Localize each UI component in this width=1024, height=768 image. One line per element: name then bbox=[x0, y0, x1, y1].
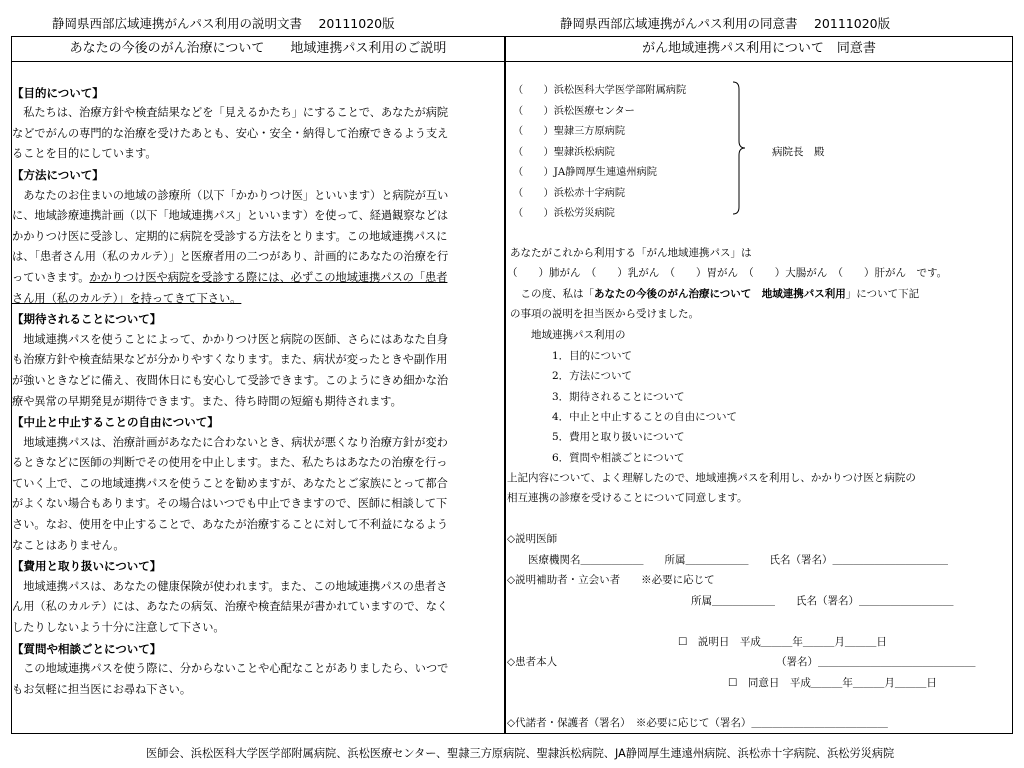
consent-date[interactable]: ☐ 同意日 平成＿＿＿年＿＿＿月＿＿＿日 bbox=[728, 677, 937, 689]
body-line: ることを目的にしています。 bbox=[12, 147, 157, 161]
body-line: この地域連携パスを使う際に、分からないことや心配なことがありましたら、いつで bbox=[12, 662, 449, 676]
consent-title: がん地域連携パス利用について 同意書 bbox=[506, 37, 1012, 62]
explanation-date[interactable]: ☐ 説明日 平成＿＿＿年＿＿＿月＿＿＿日 bbox=[678, 636, 887, 648]
consent-doc-header: 静岡県西部広域連携がんパス利用の同意書 20111020版 bbox=[560, 16, 891, 31]
body-line: ていく上で、この地域連携パスを使うことを勧めますが、あなたとご家族にとって都合 bbox=[12, 476, 448, 490]
body-line: ん用（私のカルテ）には、あなたの病気、治療や検査結果が書かれていますので、なく bbox=[12, 600, 449, 614]
agreement-text-2: 相互連携の診療を受けることについて同意します。 bbox=[507, 492, 748, 504]
consent-statement-title: あなたの今後のがん治療について 地域連携パス利用 bbox=[594, 288, 846, 300]
hospital-director-addressee: 病院長 殿 bbox=[772, 146, 825, 158]
patient-label: ◇患者本人 bbox=[507, 656, 558, 668]
body-line: 私たちは、治療方針や検査結果などを「見えるかたち」にすることで、あなたが病院 bbox=[12, 106, 449, 120]
explained-item: 4．中止と中止することの自由について bbox=[510, 410, 737, 423]
explained-item: 3．期待されることについて bbox=[510, 390, 685, 403]
body-line: に、地域診療連携計画（以下「地域連携パス」といいます）を使って、経過観察などは bbox=[12, 209, 449, 223]
explained-item: 6．質問や相談ごとについて bbox=[510, 451, 685, 464]
body-line: 地域連携パスは、あなたの健康保険が使われます。また、この地域連携パスの患者さ bbox=[12, 579, 448, 593]
assistant-signature-label: ◇説明補助者・立会い者 ※必要に応じて bbox=[507, 574, 715, 586]
explanation-title: あなたの今後のがん治療について 地域連携パス利用のご説明 bbox=[12, 37, 504, 62]
body-line-underlined: かかりつけ医や病院を受診する際には、必ずこの地域連携パスの「患者 bbox=[89, 270, 448, 284]
consent-statement-post: 」について下記 bbox=[845, 288, 920, 300]
body-line: るときなどに医師の判断でその使用を中止します。また、私たちはあなたの治療を行っ bbox=[12, 456, 448, 470]
section-heading: 【質問や相談ごとについて】 bbox=[12, 641, 162, 656]
doctor-signature-line[interactable]: 医療機関名＿＿＿＿＿＿ 所属＿＿＿＿＿＿ 氏名（署名）＿＿＿＿＿＿＿＿＿＿＿ bbox=[507, 554, 948, 566]
hospital-option[interactable]: （ ）浜松医科大学医学部附属病院 bbox=[513, 85, 687, 96]
hospital-option[interactable]: （ ）浜松労災病院 bbox=[513, 208, 615, 219]
section-heading: 【費用と取り扱いについて】 bbox=[12, 559, 162, 574]
body-line: もお気軽に担当医にお尋ね下さい。 bbox=[12, 682, 192, 696]
section-heading: 【期待されることについて】 bbox=[12, 312, 162, 327]
section-heading: 【目的について】 bbox=[12, 85, 104, 100]
body-line: さん用（私のカルテ）」を持ってきて下さい。 bbox=[12, 291, 242, 305]
body-line: も治療方針や検査結果などが分かりやすくなります。また、病状が変ったときや副作用 bbox=[12, 353, 448, 367]
agreement-text-1: 上記内容について、よく理解したので、地域連携パスを利用し、かかりつけ医と病院の bbox=[507, 472, 916, 484]
hospital-option[interactable]: （ ）聖隷浜松病院 bbox=[513, 146, 615, 158]
assistant-signature-line[interactable]: 所属＿＿＿＿＿＿ 氏名（署名）＿＿＿＿＿＿＿＿＿ bbox=[691, 595, 954, 607]
consent-statement bbox=[510, 286, 919, 301]
explanation-panel bbox=[11, 36, 505, 734]
section-heading: 【中止と中止することの自由について】 bbox=[12, 415, 219, 430]
hospital-option[interactable]: （ ）JA静岡厚生連遠州病院 bbox=[513, 167, 657, 178]
consent-panel bbox=[505, 36, 1013, 734]
body-line: が強いときなどに備え、夜間休日にも安心して受診できます。このようにきめ細かな治 bbox=[12, 373, 449, 387]
body-line: なことはありません。 bbox=[12, 538, 125, 552]
participating-institutions-footer: 医師会、浜松医科大学医学部附属病院、浜松医療センター、聖隷三方原病院、聖隷浜松病院、JA静岡厚生連遠州病院、浜松赤十字病院、浜松労災病院 bbox=[146, 747, 895, 760]
body-line: がよくない場合もあります。その場合はいつでも中止できますので、医師に相談して下 bbox=[12, 497, 448, 511]
body-line bbox=[12, 62, 504, 83]
consent-statement-pre: この度、私は「 bbox=[510, 288, 594, 300]
body-line bbox=[12, 268, 504, 289]
hospital-brace bbox=[732, 81, 746, 215]
items-title: 地域連携パス利用の bbox=[510, 329, 626, 341]
patient-signature[interactable]: （署名）＿＿＿＿＿＿＿＿＿＿＿＿＿＿＿ bbox=[776, 656, 976, 668]
body-line: 療や異常の早期発見が期待できます。また、待ち時間の短縮も期待されます。 bbox=[12, 394, 402, 408]
section-heading: 【方法について】 bbox=[12, 167, 104, 182]
body-line: あなたのお住まいの地域の診療所（以下「かかりつけ医」といいます）と病院が互い bbox=[12, 188, 449, 202]
proxy-signature-line[interactable]: ◇代諾者・保護者（署名） ※必要に応じて（署名）＿＿＿＿＿＿＿＿＿＿＿＿＿ bbox=[507, 717, 888, 729]
explanation-body bbox=[12, 62, 504, 700]
body-line: などでがんの専門的な治療を受けたあとも、安心・安全・納得して治療できるよう支え bbox=[12, 126, 449, 140]
explained-item: 2．方法について bbox=[510, 370, 632, 383]
body-line: かかりつけ医に受診し、定期的に病院を受診する方法をとります。この地域連携パスに bbox=[12, 229, 448, 243]
explained-item: 1．目的について bbox=[510, 350, 632, 362]
hospital-option[interactable]: （ ）浜松赤十字病院 bbox=[513, 187, 626, 199]
body-line: 地域連携パスを使うことによって、かかりつけ医と病院の医師、さらにはあなた自身 bbox=[12, 332, 449, 346]
body-line-plain: っていきます。 bbox=[12, 270, 90, 284]
body-line: は、「患者さん用（私のカルテ）」と医療者用の二つがあり、計画的にあなたの治療を行 bbox=[12, 250, 449, 264]
consent-statement-2: の事項の説明を担当医から受けました。 bbox=[510, 308, 699, 320]
cancer-type-checklist[interactable]: （ ）肺がん （ ）乳がん （ ）胃がん （ ）大腸がん （ ）肝がん です。 bbox=[507, 267, 948, 279]
explained-item: 5．費用と取り扱いについて bbox=[510, 431, 685, 444]
body-line: 地域連携パスは、治療計画があなたに合わないとき、病状が悪くなり治療方針が変わ bbox=[12, 435, 448, 449]
body-line: したりしないよう十分に注意して下さい。 bbox=[12, 621, 225, 635]
hospital-option[interactable]: （ ）聖隷三方原病院 bbox=[513, 126, 626, 137]
explanation-doc-header: 静岡県西部広域連携がんパス利用の説明文書 20111020版 bbox=[52, 16, 395, 31]
doctor-signature-label: ◇説明医師 bbox=[507, 533, 558, 545]
consent-intro: あなたがこれから利用する「がん地域連携パス」は bbox=[510, 247, 752, 259]
hospital-option[interactable]: （ ）浜松医療センター bbox=[513, 105, 635, 117]
body-line: さい。なお、使用を中止することで、あなたが治療することに対して不利益になるよう bbox=[12, 518, 449, 532]
